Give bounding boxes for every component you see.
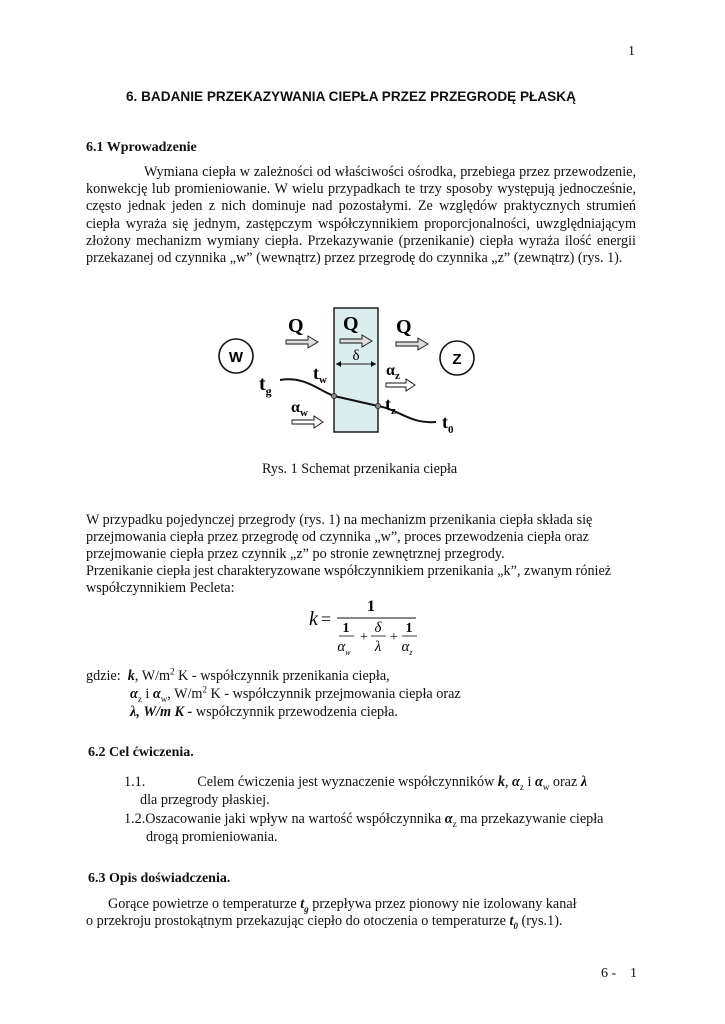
svg-text:+: + [360, 630, 368, 645]
page-number: 1 [628, 44, 635, 59]
legend-line-lambda: λ, W/m K - współczynnik przewodzenia ciepła. [130, 704, 398, 720]
w-label: W [228, 349, 244, 366]
description-line1: Gorące powietrze o temperaturze $t_g$ przepływa przez pionowy nie izolowany kanał [108, 896, 577, 914]
tg-label: $t_g$ [259, 373, 272, 398]
svg-text:αw: $\alpha_w$ [337, 639, 351, 657]
footer-page: 1 [630, 966, 637, 981]
q-mid-label: Q [343, 313, 359, 335]
goal-item-1-line2: dla przegrody płaskiej. [140, 792, 270, 808]
q-arrow-left-icon [286, 336, 318, 348]
para2-line3: przejmowanie ciepła przez czynnik „z” po stronie zewnętrznej przegrody. [86, 546, 505, 562]
goal-item-2: 1.2.Oszacowanie jaki wpływ na wartość współczynnika $\alpha_z$ ma przekazywanie ciepła [124, 811, 604, 829]
svg-text:δ: δ [374, 620, 382, 636]
footer-chapter: 6 - [601, 966, 617, 981]
formula-k: k [309, 608, 318, 630]
alpha-z-label: $\alpha_z$ [386, 362, 400, 382]
intro-paragraph: Wymiana ciepła w zależności od właściwości ośrodka, przebiega przez przewodzenie, konwekcję lub promieniowanie. W wielu przypadkach te trzy sposoby występują jednocześnie, często jednak jeden z nich dominuje nad pozostałymi. Ze względów praktycznych strumień ciepła wyraża się jednym, zastępczym współczynnikiem proporcjonalności, uwzględniającym złożony mechanizm wymiany ciepła. Przekazywanie (przenikanie) ciepła wyraża ilość energii przekazanej od czynnika „w” (wewnątrz) przez przegrodę do czynnika „z” (zewnątrz) (rys. 1). [86, 164, 636, 267]
para2-line1: W przypadku pojedynczej przegrody (rys. 1) na mechanizm przenikania ciepła składa się [86, 512, 593, 528]
formula-eq: = [321, 609, 332, 629]
goal-item-2-line2: drogą promieniowania. [146, 829, 278, 845]
formula-numerator: 1 [367, 598, 375, 615]
tw-label: $t_w$ [313, 363, 327, 386]
peclet-formula [306, 596, 426, 658]
para2-line5: współczynnikiem Pecleta: [86, 580, 235, 596]
svg-text:αz: $\alpha_z$ [401, 639, 413, 657]
t0-label: $t_0$ [442, 412, 454, 436]
svg-text:+: + [390, 630, 398, 645]
para2-line2: przejmowania ciepła przez przegrodę od czynnika „w”, proces przewodzenia ciepła oraz [86, 529, 589, 545]
para2-line4: Przenikanie ciepła jest charakteryzowane współczynnikiem przenikania „k”, zwanym rónież [86, 563, 612, 579]
description-line2: o przekroju prostokątnym przekazując ciepło do otoczenia o temperaturze $t_0$ (rys.1). [86, 913, 563, 931]
svg-text:1: 1 [342, 621, 350, 636]
q-left-label: Q [288, 315, 304, 337]
heat-transfer-diagram [210, 306, 480, 436]
section-heading-goal: 6.2 Cel ćwiczenia. [88, 745, 194, 760]
svg-text:1: 1 [405, 621, 413, 636]
section-heading-intro: 6.1 Wprowadzenie [86, 140, 197, 155]
q-arrow-right-icon [396, 338, 428, 350]
legend-line-alpha: $\alpha_z$ i $\alpha_w$, $W/m^2$ K - współczynnik przejmowania ciepła oraz [130, 684, 461, 704]
tz-label: $t_z$ [385, 394, 396, 417]
page-title: 6. BADANIE PRZEKAZYWANIA CIEPŁA PRZEZ PRZEGRODĘ PŁASKĄ [126, 89, 576, 104]
legend-line-k: gdzie: k, $W/m^2$ K - współczynnik przenikania ciepła, [86, 666, 390, 684]
goal-item-1: 1.1. Celem ćwiczenia jest wyznaczenie współczynników k, $\alpha_z$ i $\alpha_w$ oraz λ [124, 774, 588, 792]
alpha-z-arrow-icon [386, 379, 415, 391]
z-label: Z [452, 351, 462, 368]
svg-text:λ: λ [374, 639, 382, 655]
q-right-label: Q [396, 316, 412, 338]
alpha-w-label: $\alpha_w$ [291, 399, 308, 419]
section-heading-description: 6.3 Opis doświadczenia. [88, 871, 231, 886]
delta-label: δ [352, 348, 360, 364]
figure-caption: Rys. 1 Schemat przenikania ciepła [262, 461, 458, 477]
